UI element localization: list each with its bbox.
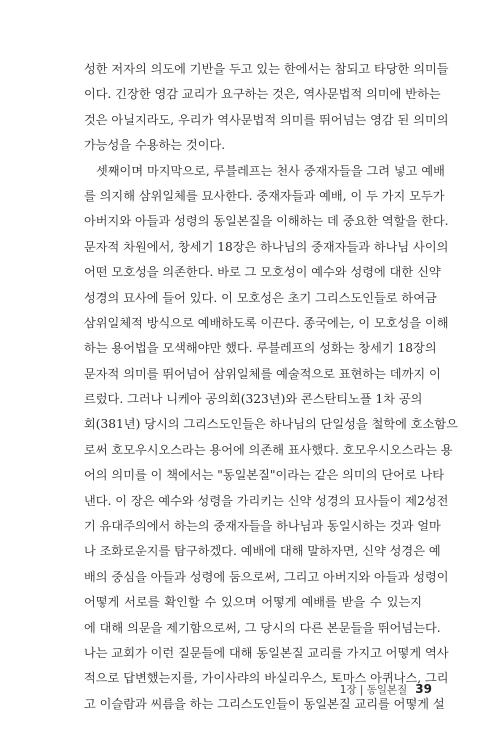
- text-line: 를 의지해 삼위일체를 묘사한다. 중재자들과 예배, 이 두 가지 모두가: [84, 188, 445, 203]
- text-line: 나 조화로운지를 탐구하겠다. 예배에 대해 말하자면, 신약 성경은 예: [84, 544, 441, 559]
- text-line: 르렀다. 그러나 니케아 공의회(323년)와 콘스탄티노플 1차 공의: [84, 392, 423, 407]
- text-line: 낸다. 이 장은 예수와 성령을 가리키는 신약 성경의 묘사들이 제2성전: [84, 493, 449, 508]
- text-line: 배의 중심을 아들과 성령에 둠으로써, 그리고 아버지와 아들과 성령이: [84, 569, 449, 584]
- text-line: 셋째이며 마지막으로, 루블레프는 천사 중재자들을 그려 넣고 예배: [96, 163, 445, 178]
- page-number: 39: [415, 682, 432, 696]
- text-line: 하는 용어법을 모색해야만 했다. 루블레프의 성화는 창세기 18장의: [84, 341, 437, 356]
- text-line: 성경의 묘사에 들어 있다. 이 모호성은 초기 그리스도인들로 하여금: [84, 290, 437, 305]
- paragraph-1: [84, 57, 449, 159]
- text-line: 문자적 의미를 뛰어넘어 삼위일체를 예술적으로 표현하는 데까지 이: [84, 366, 441, 381]
- text-line: 가능성을 수용하는 것이다.: [84, 138, 226, 153]
- text-line: 것은 아닐지라도, 우리가 역사문법적 의미를 뛰어넘는 영감 된 의미의: [84, 112, 449, 127]
- text-line: 어떻게 서로를 확인할 수 있으며 어떻게 예배를 받을 수 있는지: [84, 595, 422, 610]
- text-line: 어의 의미를 이 책에서는 "동일본질"이라는 같은 의미의 단어로 나타: [84, 468, 445, 483]
- text-line: 이다. 긴장한 영감 교리가 요구하는 것은, 역사문법적 의미에 반하는: [84, 87, 441, 102]
- text-line: 어떤 모호성을 의존한다. 바로 그 모호성이 예수와 성령에 대한 신약: [84, 265, 441, 280]
- text-line: 에 대해 의문을 제기함으로써, 그 당시의 다른 본문들을 뛰어넘는다.: [84, 620, 441, 635]
- text-line: 삼위일체적 방식으로 예배하도록 이끈다. 종국에는, 이 모호성을 이해: [84, 315, 449, 330]
- text-line: 고 이슬람과 씨름을 하는 그리스도인들이 동일본질 교리를 어떻게 설: [84, 696, 445, 711]
- text-line: 문자적 차원에서, 창세기 18장은 하나님의 중재자들과 하나님 사이의: [84, 239, 449, 254]
- text-line: 적으로 답변했는지를, 가이사랴의 바실리우스, 토마스 아퀴나스, 그리: [84, 671, 449, 686]
- text-line: 로써 호모우시오스라는 용어에 의존해 표사했다. 호모우시오스라는 용: [84, 442, 453, 457]
- text-line: 기 유대주의에서 하는의 중재자들을 하나님과 동일시하는 것과 얼마: [84, 519, 441, 534]
- text-line: 아버지와 아들과 성령의 동일본질을 이해하는 데 중요한 역할을 한다.: [84, 214, 449, 229]
- running-footer-chapter: 1장 | 동일본질: [339, 684, 408, 696]
- text-line: 성한 저자의 의도에 기반을 두고 있는 한에서는 참되고 타당한 의미들: [84, 62, 449, 76]
- page-footer: [340, 682, 432, 697]
- text-line: 나는 교회가 이런 질문들에 대해 동일본질 교리를 가지고 어떻게 역사: [84, 645, 449, 660]
- text-line: 회(381년) 당시의 그리스도인들은 하나님의 단일성을 철학에 호소함으: [84, 417, 458, 432]
